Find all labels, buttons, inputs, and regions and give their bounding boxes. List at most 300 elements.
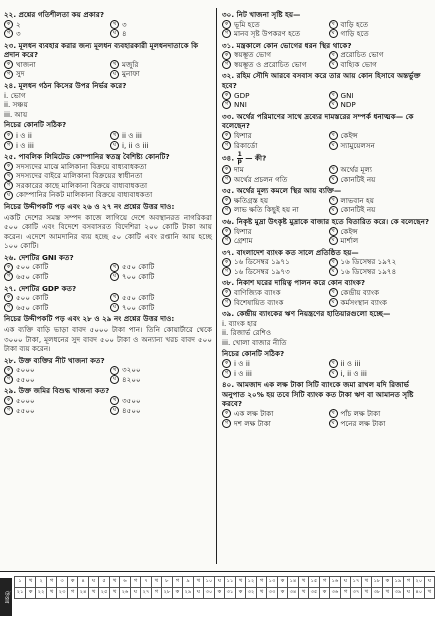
option[interactable] xyxy=(329,205,432,215)
option-marker-circle: খ xyxy=(329,258,338,267)
option-marker-circle: গ xyxy=(4,141,13,150)
option-text: i ও iii xyxy=(234,368,252,378)
option[interactable] xyxy=(4,293,106,303)
question-text xyxy=(222,309,431,319)
answer-number-cell: ৩ xyxy=(57,577,68,588)
option-marker-circle: গ xyxy=(4,29,13,38)
question-prompt: মন্ত্রকালে কোন ভোগের ধরন স্থির থাকে? xyxy=(236,40,352,50)
option-marker-circle: ঘ xyxy=(110,70,119,79)
answer-number-cell: ১৮ xyxy=(371,577,382,588)
question-prompt: উক্ত ব্যক্তির নীট খাজনা কত? xyxy=(18,355,105,365)
option[interactable] xyxy=(329,50,432,60)
option[interactable] xyxy=(4,181,212,191)
option-text: স্বয়ম্ভূত ভোগ xyxy=(234,50,272,60)
option-marker-circle: খ xyxy=(110,366,119,375)
option-text: কেন্দ্রীয় ব্যাংক xyxy=(340,288,380,298)
option-marker-circle: ঘ xyxy=(329,60,338,69)
option-text: ১৬ ডিসেম্বর ১৯৭২ xyxy=(340,257,397,267)
option[interactable] xyxy=(222,369,325,379)
question-number: ২৯. xyxy=(4,386,17,396)
question-number: ৩৫. xyxy=(222,186,235,196)
question-prompt: অর্থের পরিমাণের সাথে দ্রব্যের দামস্তরের সম্পর্ক ধনাত্মক— কে বলেছেন? xyxy=(222,111,414,131)
answer-choice-cell: ঘ xyxy=(341,577,351,588)
option-marker-circle: গ xyxy=(222,175,231,184)
answer-number-cell: ৩৫ xyxy=(308,588,319,599)
option-text: ৩ xyxy=(122,19,127,29)
option-text: কেইন্স xyxy=(340,226,358,236)
option-text: ৩ xyxy=(16,29,21,39)
question-text xyxy=(222,10,431,20)
option[interactable] xyxy=(110,262,212,272)
answer-choice-cell: গ xyxy=(68,588,78,599)
option-marker-circle: খ xyxy=(329,91,338,100)
option[interactable] xyxy=(110,20,212,30)
question-number: ২৩. xyxy=(4,40,17,50)
option-marker-circle: ঘ xyxy=(329,100,338,109)
question-number: ২৫. xyxy=(4,152,17,162)
answer-number-cell: ১ xyxy=(15,577,26,588)
option[interactable] xyxy=(222,20,325,30)
option-marker-circle: ক xyxy=(4,162,13,171)
answer-number-cell: ১১ xyxy=(224,577,235,588)
option[interactable] xyxy=(4,406,106,416)
option-text: বিশেষায়িত ব্যাংক xyxy=(234,297,284,307)
option-marker-circle: ক xyxy=(4,293,13,302)
answer-number-cell: ১২ xyxy=(245,577,256,588)
option-marker-circle: ক xyxy=(222,227,231,236)
option-marker-circle: গ xyxy=(222,206,231,215)
options-group xyxy=(4,396,212,415)
option[interactable] xyxy=(329,409,432,419)
question-number: ২৬. xyxy=(4,252,17,262)
answer-choice-cell: ক xyxy=(26,588,36,599)
answer-choice-cell: খ xyxy=(110,577,120,588)
answer-number-cell: ৮ xyxy=(161,577,172,588)
option[interactable] xyxy=(329,175,432,185)
option[interactable] xyxy=(222,91,325,101)
option[interactable] xyxy=(222,29,325,39)
option-text: স্বয়ম্ভূত ও প্ররোচিত ভোগ xyxy=(234,59,307,69)
option-text: দাম xyxy=(234,165,244,175)
option-marker-circle: ক xyxy=(222,165,231,174)
question-text xyxy=(4,81,212,91)
answer-number-cell: ২০ xyxy=(413,577,424,588)
option-marker-circle: ক xyxy=(4,396,13,405)
option[interactable] xyxy=(329,359,432,369)
option[interactable] xyxy=(110,303,212,313)
option[interactable] xyxy=(4,190,212,200)
option-text: ১৬ ডিসেম্বর ১৯৭৩ xyxy=(234,266,290,276)
option[interactable] xyxy=(222,288,325,298)
option-marker-circle: ক xyxy=(222,409,231,418)
option[interactable] xyxy=(4,396,106,406)
options-group xyxy=(222,165,431,184)
answer-number-cell: ৬ xyxy=(119,577,130,588)
option[interactable] xyxy=(4,272,106,282)
passage-text: একটি দেশের সমস্ত সম্পদ কাজে লাগিয়ে দেশে অবস্থানরত নাগরিকরা ৫০০ কোটি এবং বিদেশে বসবাসরত বিদেশিরা ২০০ কোটি টাকা আয় করেন। এদেশে আমদানির ব্যয় হচ্ছে ৫০ কোটি এবং রপ্তানি আয় হচ্ছে ১০০ কোটি। xyxy=(4,212,212,251)
option[interactable] xyxy=(222,227,325,237)
question-text xyxy=(4,253,212,263)
question-prompt: মূলধন গঠন কিসের উপর নির্ভর করে? xyxy=(18,81,127,91)
option-marker-circle: ক xyxy=(222,51,231,60)
option[interactable] xyxy=(110,396,212,406)
option[interactable] xyxy=(110,293,212,303)
option-text: i ও ii xyxy=(234,359,250,369)
options-group xyxy=(4,60,212,79)
question-number: ৩৪. xyxy=(222,153,235,163)
option[interactable] xyxy=(110,406,212,416)
question-number: ৩৭. xyxy=(222,247,235,257)
question-prompt: বাংলাদেশ ব্যাংক কত সালে প্রতিষ্ঠিত হয়— xyxy=(236,247,359,257)
option-text: গাড়ি হতে xyxy=(340,29,369,39)
question-prompt: দেশটির GDP কত? xyxy=(18,283,77,293)
answer-choice-cell: খ xyxy=(257,588,267,599)
option[interactable] xyxy=(4,20,106,30)
option[interactable] xyxy=(329,29,432,39)
option-marker-circle: ক xyxy=(222,359,231,368)
option-marker-circle: ক xyxy=(222,196,231,205)
answer-choice-cell: গ xyxy=(320,577,330,588)
option-text: ২ xyxy=(16,19,21,29)
option-text: ফিশার xyxy=(234,130,252,140)
question-prompt: উক্ত জমির বিশুদ্ধ খাজনা কত? xyxy=(18,386,110,396)
option-text: কর্মসংস্থান ব্যাংক xyxy=(340,297,388,307)
options-group xyxy=(4,131,212,150)
answer-choice-cell: গ xyxy=(173,577,183,588)
option[interactable] xyxy=(222,60,325,70)
option-text: পাঁচ লক্ষ টাকা xyxy=(340,408,381,418)
option[interactable] xyxy=(329,20,432,30)
option-text: ৪২০০ xyxy=(122,374,141,384)
option-text: সদস্যদের মাঝে মালিকানা বিক্রয়ে বাধ্যবাধকতা xyxy=(16,161,147,171)
option[interactable] xyxy=(110,272,212,282)
answer-choice-cell: খ xyxy=(47,588,57,599)
options-group xyxy=(222,359,431,378)
answer-number-cell: ১৫ xyxy=(308,577,319,588)
answer-choice-cell: খ xyxy=(425,588,435,599)
option[interactable] xyxy=(4,162,212,172)
answer-number-cell: ৩১ xyxy=(224,588,235,599)
option[interactable] xyxy=(110,60,212,70)
answer-number-cell: ২২ xyxy=(36,588,47,599)
answer-number-cell: ৩৮ xyxy=(371,588,382,599)
fraction-numerator: 1 xyxy=(237,151,242,159)
question-block xyxy=(222,10,431,39)
option-marker-circle: খ xyxy=(4,172,13,181)
answer-choice-cell: খ xyxy=(362,577,372,588)
answer-number-cell: ৩৯ xyxy=(392,588,403,599)
answer-choice-cell: ঘ xyxy=(194,588,204,599)
option-marker-circle: ক xyxy=(222,258,231,267)
question-text xyxy=(222,186,431,196)
answer-choice-cell: ক xyxy=(278,577,288,588)
option[interactable] xyxy=(110,375,212,385)
question-text xyxy=(4,356,212,366)
question-prompt: নিকাশ ঘরের দায়িত্ব পালন করে কোন ব্যাংক? xyxy=(236,278,366,288)
answer-number-cell: ৪০ xyxy=(413,588,424,599)
option-marker-circle: খ xyxy=(110,263,119,272)
answer-number-cell: ১০ xyxy=(203,577,214,588)
option-marker-circle: ক xyxy=(4,366,13,375)
option[interactable] xyxy=(329,131,432,141)
option-marker-circle: খ xyxy=(329,409,338,418)
option[interactable] xyxy=(222,409,325,419)
option-text: i ও iii xyxy=(16,140,34,150)
answer-choice-cell: খ xyxy=(299,588,309,599)
question-block xyxy=(4,81,212,150)
option-text: ৫৫০০ xyxy=(16,374,35,384)
option[interactable] xyxy=(4,141,106,151)
option-marker-circle: ঘ xyxy=(329,29,338,38)
answer-choice-cell: গ xyxy=(131,577,141,588)
question-block xyxy=(222,309,431,378)
option-marker-circle: ঘ xyxy=(329,206,338,215)
option[interactable] xyxy=(222,175,325,185)
option-text: সদস্যদের বাইরে মালিকানা বিক্রয়ের স্বাধীনতা xyxy=(16,171,143,181)
option-text: মানব সৃষ্ট উপকরণ হতে xyxy=(234,29,301,39)
option[interactable] xyxy=(4,303,106,313)
option-marker-circle: গ xyxy=(222,298,231,307)
option[interactable] xyxy=(329,236,432,246)
question-prompt: প্রশ্নের গতিশীলতা কয় প্রকার? xyxy=(18,10,104,19)
option[interactable] xyxy=(222,298,325,308)
option[interactable] xyxy=(222,131,325,141)
option[interactable] xyxy=(110,29,212,39)
question-number: ৩৩. xyxy=(222,111,235,121)
answer-number-cell: ২১ xyxy=(15,588,26,599)
option-text: i, ii ও iii xyxy=(122,140,149,150)
option-text: অর্থের প্রচলন গতি xyxy=(234,174,288,184)
option[interactable] xyxy=(222,205,325,215)
question-number: ২২. xyxy=(4,10,17,19)
option[interactable] xyxy=(329,369,432,379)
question-block xyxy=(4,284,212,313)
statement-item: iii. খোলা বাজার নীতি xyxy=(222,337,287,347)
statement-item: i. ভোগ xyxy=(4,90,26,100)
option-text: ৬৫০ কোটি xyxy=(16,272,49,282)
answer-number-cell: ২৪ xyxy=(78,588,89,599)
question-number: ২৮. xyxy=(4,355,17,365)
question-stem: নিচের কোনটি সঠিক? xyxy=(222,348,285,358)
option-text: দশ লক্ষ টাকা xyxy=(234,418,271,428)
option[interactable] xyxy=(4,365,106,375)
option-marker-circle: ক xyxy=(222,20,231,29)
option-marker-circle: খ xyxy=(329,51,338,60)
option-text: মজুরি xyxy=(122,59,139,69)
answer-number-cell: ২৯ xyxy=(182,588,193,599)
option[interactable] xyxy=(222,267,325,277)
option-text: ৫৫০ কোটি xyxy=(122,293,155,303)
answer-number-cell: ৩৪ xyxy=(287,588,298,599)
option[interactable] xyxy=(4,29,106,39)
question-prompt: মূলধন ব্যবহার করার জন্য মূলধন ব্যবহারকারী মূলধনদাতাকে কি প্রদান করে? xyxy=(4,40,199,60)
option-marker-circle: গ xyxy=(222,236,231,245)
option-text: ii ও iii xyxy=(122,130,142,140)
option[interactable] xyxy=(329,165,432,175)
option[interactable] xyxy=(4,131,106,141)
option-marker-circle: ঘ xyxy=(329,141,338,150)
option[interactable] xyxy=(222,50,325,60)
option[interactable] xyxy=(329,298,432,308)
answer-choice-cell: গ xyxy=(152,588,162,599)
option-marker-circle: গ xyxy=(4,70,13,79)
option-marker-circle: খ xyxy=(110,396,119,405)
option-text: বাড়ি হতে xyxy=(340,19,369,29)
question-text xyxy=(222,112,431,131)
option[interactable] xyxy=(222,100,325,110)
option[interactable] xyxy=(222,196,325,206)
option[interactable] xyxy=(4,171,212,181)
question-text xyxy=(222,152,431,165)
answer-number-cell: ২৭ xyxy=(140,588,151,599)
option[interactable] xyxy=(329,91,432,101)
passage-lead: নিচের উদ্দীপকটি পড় এবং ২৬ ও ২৭ নং প্রশ্নের উত্তর দাও: xyxy=(4,201,175,211)
option[interactable] xyxy=(110,69,212,79)
option-text: ৪৫০০ xyxy=(122,405,141,415)
option-text: স্যামুয়েলসন xyxy=(340,140,375,150)
answer-number-cell: ৩৬ xyxy=(329,588,340,599)
answer-key-table xyxy=(14,576,435,599)
option-marker-circle: ক xyxy=(4,20,13,29)
option-text: GNI xyxy=(340,90,354,100)
option-marker-circle: ঘ xyxy=(329,267,338,276)
option-text: লাভবান হয় xyxy=(340,195,374,205)
answer-number-cell: ১৪ xyxy=(287,577,298,588)
option[interactable] xyxy=(329,227,432,237)
option-text: খাজনা xyxy=(16,59,36,69)
option-marker-circle: ক xyxy=(222,131,231,140)
option-marker-circle: গ xyxy=(4,375,13,384)
question-number: ৩০. xyxy=(222,10,235,19)
option[interactable] xyxy=(329,60,432,70)
option-text: সরকারের কাছে মালিকানা বিক্রয়ে বাধ্যবাধকতা xyxy=(16,180,148,190)
option-text: NNI xyxy=(234,100,247,110)
option-text: কোনটিই নয় xyxy=(340,174,376,184)
question-block xyxy=(4,152,212,200)
option-marker-circle: গ xyxy=(222,369,231,378)
question-number: ৩৬. xyxy=(222,216,235,226)
options-group xyxy=(4,293,212,312)
answer-choice-cell: ক xyxy=(215,588,225,599)
question-text xyxy=(222,71,431,90)
option[interactable] xyxy=(222,236,325,246)
option-text: ৩৫০০ xyxy=(122,395,141,405)
option-text: ii ও iii xyxy=(340,359,361,369)
answer-number-cell: ৯ xyxy=(182,577,193,588)
options-group xyxy=(4,262,212,281)
option[interactable] xyxy=(329,100,432,110)
option[interactable] xyxy=(110,365,212,375)
answer-number-cell: ২৮ xyxy=(161,588,172,599)
option-marker-circle: খ xyxy=(110,60,119,69)
option-text: i, ii ও iii xyxy=(340,368,367,378)
options-group xyxy=(222,131,431,150)
option[interactable] xyxy=(4,262,106,272)
question-text xyxy=(222,41,431,51)
option[interactable] xyxy=(329,419,432,429)
option-marker-circle: খ xyxy=(329,165,338,174)
option[interactable] xyxy=(329,288,432,298)
question-prompt: রহিম সৌদি আরবে বসবাস করে তার আয় কোন হিসাবে অন্তর্ভুক্ত হবে? xyxy=(222,71,421,91)
option[interactable] xyxy=(4,375,106,385)
answer-number-cell: ৩০ xyxy=(203,588,214,599)
question-prompt: নিকৃষ্ট মুদ্রা উৎকৃষ্ট মুদ্রাকে বাজার হতে বিতারিত করে। কে বলেছেন? xyxy=(236,216,430,226)
option-marker-circle: গ xyxy=(222,419,231,428)
option[interactable] xyxy=(329,267,432,277)
option[interactable] xyxy=(222,165,325,175)
options-group xyxy=(4,365,212,384)
option[interactable] xyxy=(4,60,106,70)
option[interactable] xyxy=(329,141,432,151)
option[interactable] xyxy=(222,359,325,369)
statement-item: ii. রিজার্ভ রেশিও xyxy=(222,328,272,338)
statement-item: ii. সঞ্চয় xyxy=(4,100,28,110)
option[interactable] xyxy=(329,257,432,267)
option-marker-circle: ঘ xyxy=(110,141,119,150)
question-number: ৩১. xyxy=(222,40,235,50)
option[interactable] xyxy=(222,141,325,151)
option[interactable] xyxy=(222,419,325,429)
options-group xyxy=(222,409,431,428)
options-group xyxy=(4,162,212,200)
question-block xyxy=(222,217,431,246)
option[interactable] xyxy=(110,131,212,141)
options-group xyxy=(222,257,431,276)
question-text xyxy=(222,380,431,409)
option-marker-circle: খ xyxy=(329,196,338,205)
question-text xyxy=(222,248,431,258)
option[interactable] xyxy=(4,69,106,79)
option-text: কোম্পানির নিকট মালিকানা বিক্রয়ে বাধ্যবাধকতা xyxy=(16,190,153,200)
answer-choice-cell: গ xyxy=(341,588,351,599)
statement-item: i. ব্যাংক হার xyxy=(222,318,257,328)
question-number: ৩২. xyxy=(222,71,235,81)
option-marker-circle: গ xyxy=(222,60,231,69)
option-text: ৭০০ কোটি xyxy=(122,302,155,312)
option-marker-circle: ঘ xyxy=(329,298,338,307)
option-text: ৫৫০০ xyxy=(16,405,35,415)
option[interactable] xyxy=(329,196,432,206)
option-marker-circle: ক xyxy=(4,263,13,272)
option-marker-circle: ক xyxy=(4,131,13,140)
option-marker-circle: গ xyxy=(4,303,13,312)
question-prompt: কেন্দ্রীয় ব্যাংকের ঋণ নিয়ন্ত্রণের হাতিয়ারগুলো হচ্ছে— xyxy=(236,309,391,319)
option-marker-circle: ঘ xyxy=(329,175,338,184)
option-text: ১৬ ডিসেম্বর ১৯৭৪ xyxy=(340,266,397,276)
statement-item: iii. আয় xyxy=(4,109,28,119)
answer-number-cell: ১৭ xyxy=(350,577,361,588)
option-marker-circle: খ xyxy=(110,293,119,302)
answer-number-cell: ৩৩ xyxy=(266,588,277,599)
option[interactable] xyxy=(222,257,325,267)
option-text: ৬৫০ কোটি xyxy=(16,302,49,312)
option-text: ৫০০ কোটি xyxy=(16,293,49,303)
question-block xyxy=(222,71,431,109)
question-block xyxy=(4,356,212,385)
option-marker-circle: ঘ xyxy=(329,236,338,245)
option-marker-circle: গ xyxy=(4,181,13,190)
option-text: ৫০০০ xyxy=(16,395,35,405)
answer-choice-cell: খ xyxy=(89,588,99,599)
option-marker-circle: ঘ xyxy=(110,406,119,415)
question-block xyxy=(4,41,212,79)
option-text: ৩২০০ xyxy=(122,365,141,375)
option[interactable] xyxy=(110,141,212,151)
option-text: ৫০০ কোটি xyxy=(16,262,49,272)
question-block xyxy=(222,380,431,428)
answer-number-cell: ২৬ xyxy=(119,588,130,599)
option-text: ৫৫০ কোটি xyxy=(122,262,155,272)
